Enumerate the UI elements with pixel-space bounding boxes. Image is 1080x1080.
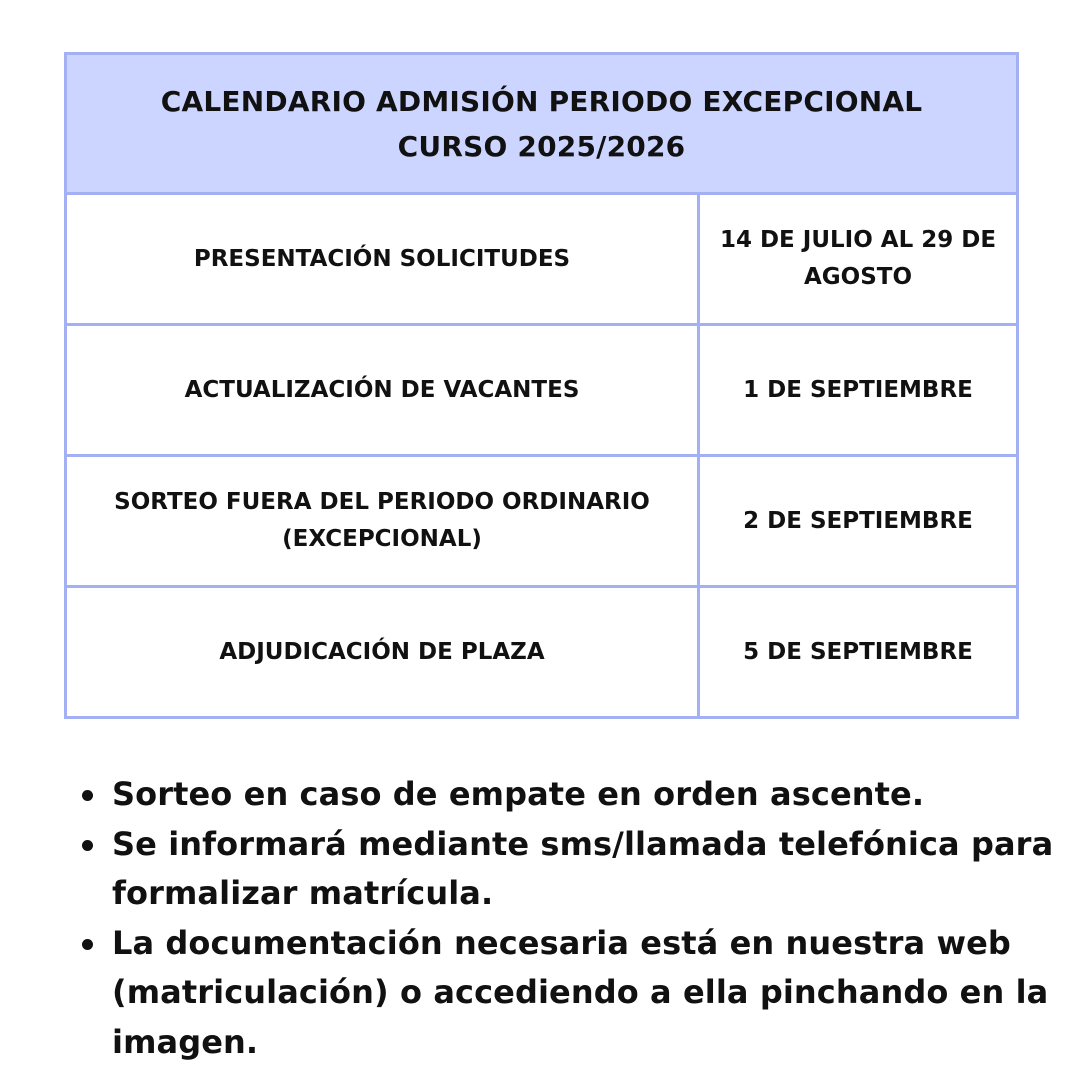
calendar-title-line1: CALENDARIO ADMISIÓN PERIODO EXCEPCIONAL (160, 84, 923, 118)
list-item (112, 820, 1060, 919)
date-cell: 2 DE SEPTIEMBRE (699, 456, 1018, 587)
table-row (66, 325, 1018, 456)
calendar-title-line2: CURSO 2025/2026 (397, 129, 686, 163)
event-cell: SORTEO FUERA DEL PERIODO ORDINARIO (EXCEPCIONAL) (66, 456, 699, 587)
table-row (66, 587, 1018, 718)
date-cell: 1 DE SEPTIEMBRE (699, 325, 1018, 456)
table-header-row (66, 54, 1018, 194)
event-cell: ACTUALIZACIÓN DE VACANTES (66, 325, 699, 456)
bullet-dot-icon (82, 939, 93, 950)
date-cell: 5 DE SEPTIEMBRE (699, 587, 1018, 718)
table-row (66, 456, 1018, 587)
admission-calendar-table (64, 52, 1019, 719)
event-cell: PRESENTACIÓN SOLICITUDES (66, 194, 699, 325)
event-cell: ADJUDICACIÓN DE PLAZA (66, 587, 699, 718)
list-item (112, 770, 1060, 820)
notes-list (70, 770, 1060, 1067)
table-row (66, 194, 1018, 325)
list-item (112, 919, 1060, 1068)
date-cell: 14 DE JULIO AL 29 DE AGOSTO (699, 194, 1018, 325)
note-text: Sorteo en caso de empate en orden ascente. (112, 775, 925, 813)
bullet-dot-icon (82, 840, 93, 851)
bullet-dot-icon (82, 790, 93, 801)
note-text: La documentación necesaria está en nuestra web (matriculación) o accediendo a ella pinchando en la imagen. (112, 923, 1049, 1061)
calendar-title (66, 54, 1018, 194)
note-text: Se informará mediante sms/llamada telefónica para formalizar matrícula. (112, 824, 1054, 912)
